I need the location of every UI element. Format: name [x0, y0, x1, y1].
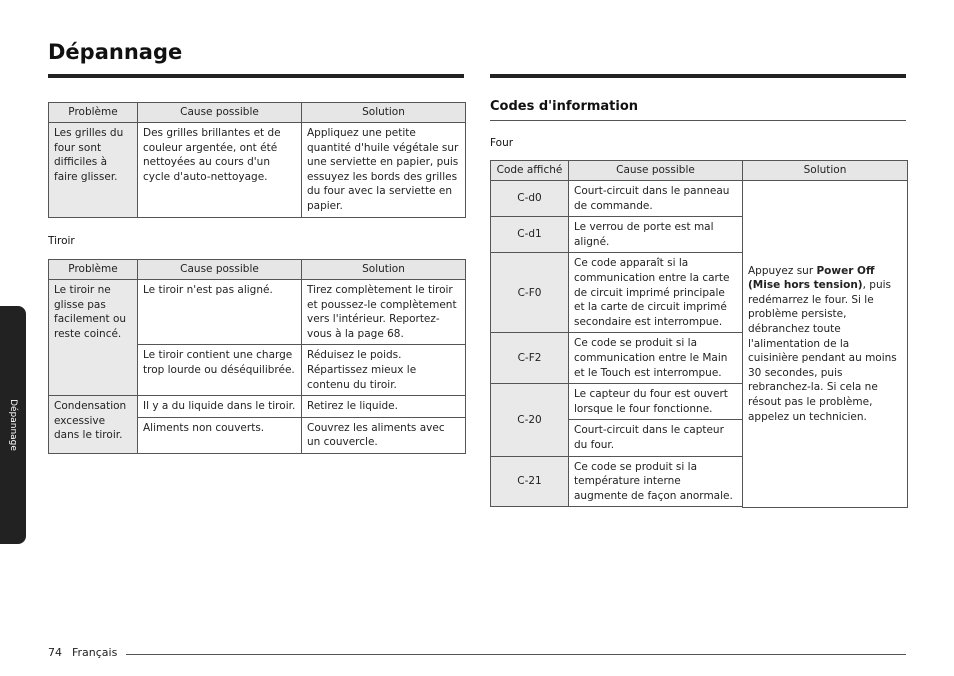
- code-cell: C-21: [491, 456, 569, 507]
- solution-cell: Retirez le liquide.: [302, 396, 466, 418]
- solution-cell: Couvrez les aliments avec un couvercle.: [302, 417, 466, 453]
- table-header-row: [49, 103, 466, 123]
- footer-language: Français: [72, 646, 118, 659]
- solution-text-end: , puis redémarrez le four. Si le problème persiste, débranchez toute l'alimentation de la cuisinière pendant au moins 30 secondes, puis rebranchez-la. Si cela ne résout pas le problème, appelez un technicien.: [748, 279, 897, 423]
- codes-table: [490, 160, 908, 508]
- codes-title: Codes d'information: [490, 99, 639, 114]
- solution-cell: [743, 181, 908, 508]
- table-header-row: [491, 161, 908, 181]
- cause-cell: Ce code se produit si la communication entre le Main et le Touch est interrompue.: [569, 333, 743, 384]
- solution-cell: Appliquez une petite quantité d'huile végétale sur une serviette en papier, puis essuyez les bords des grilles du four avec la serviette en papier.: [302, 123, 466, 218]
- header-cause: Cause possible: [138, 260, 302, 280]
- tiroir-table: [48, 259, 466, 454]
- code-cell: C-d1: [491, 217, 569, 253]
- cause-cell: Le verrou de porte est mal aligné.: [569, 217, 743, 253]
- header-solution: Solution: [302, 103, 466, 123]
- codes-rule: [490, 120, 906, 121]
- cause-cell: Le tiroir n'est pas aligné.: [138, 280, 302, 345]
- table-row: [49, 123, 466, 218]
- code-cell: C-20: [491, 384, 569, 456]
- table-row: [49, 396, 466, 418]
- cause-cell: Le capteur du four est ouvert lorsque le four fonctionne.: [569, 384, 743, 420]
- spacer-cell: [491, 507, 569, 508]
- solution-text: Appuyez sur: [748, 264, 817, 277]
- solution-cell: [302, 280, 466, 345]
- header-solution: Solution: [743, 161, 908, 181]
- power-off-label: Power Off (Mise hors tension): [748, 264, 875, 292]
- four-heading: Four: [490, 137, 514, 149]
- title-rule-right: [490, 74, 906, 78]
- footer-rule: [126, 654, 906, 655]
- cause-cell: Des grilles brillantes et de couleur argentée, ont été nettoyées au cours d'un cycle d'auto-nettoyage.: [138, 123, 302, 218]
- grilles-table: [48, 102, 466, 218]
- solution-text-end: .: [400, 327, 404, 340]
- spacer-cell: [569, 507, 743, 508]
- header-cause: Cause possible: [138, 103, 302, 123]
- table-row: [49, 280, 466, 345]
- cause-cell: Court-circuit dans le panneau de commande.: [569, 181, 743, 217]
- code-cell: C-F2: [491, 333, 569, 384]
- header-solution: Solution: [302, 260, 466, 280]
- solution-cell: Réduisez le poids. Répartissez mieux le contenu du tiroir.: [302, 345, 466, 396]
- cause-cell: Il y a du liquide dans le tiroir.: [138, 396, 302, 418]
- header-probleme: Problème: [49, 260, 138, 280]
- solution-text: Tirez complètement le tiroir et poussez-le complètement vers l'intérieur. Reportez-vous à la page: [307, 284, 457, 340]
- page-number: 74: [48, 646, 62, 659]
- table-header-row: [49, 260, 466, 280]
- side-tab-label: Dépannage: [8, 399, 18, 451]
- cause-cell: Aliments non couverts.: [138, 417, 302, 453]
- code-cell: C-d0: [491, 181, 569, 217]
- probleme-cell: Le tiroir ne glisse pas facilement ou reste coincé.: [49, 280, 138, 396]
- probleme-cell: Les grilles du four sont difficiles à faire glisser.: [49, 123, 138, 218]
- code-cell: C-F0: [491, 253, 569, 333]
- cause-cell: Ce code apparaît si la communication entre la carte de circuit imprimé principale et la carte de circuit imprimé secondaire est interrompue.: [569, 253, 743, 333]
- table-row: [491, 181, 908, 217]
- cause-cell: Court-circuit dans le capteur du four.: [569, 420, 743, 456]
- tiroir-heading: Tiroir: [48, 235, 75, 247]
- probleme-cell: Condensation excessive dans le tiroir.: [49, 396, 138, 454]
- page-reference-link[interactable]: 68: [387, 327, 401, 340]
- header-cause: Cause possible: [569, 161, 743, 181]
- title-rule-left: [48, 74, 464, 78]
- page-title: Dépannage: [48, 40, 183, 64]
- header-probleme: Problème: [49, 103, 138, 123]
- cause-cell: Le tiroir contient une charge trop lourde ou déséquilibrée.: [138, 345, 302, 396]
- cause-cell: Ce code se produit si la température interne augmente de façon anormale.: [569, 456, 743, 507]
- header-code: Code affiché: [491, 161, 569, 181]
